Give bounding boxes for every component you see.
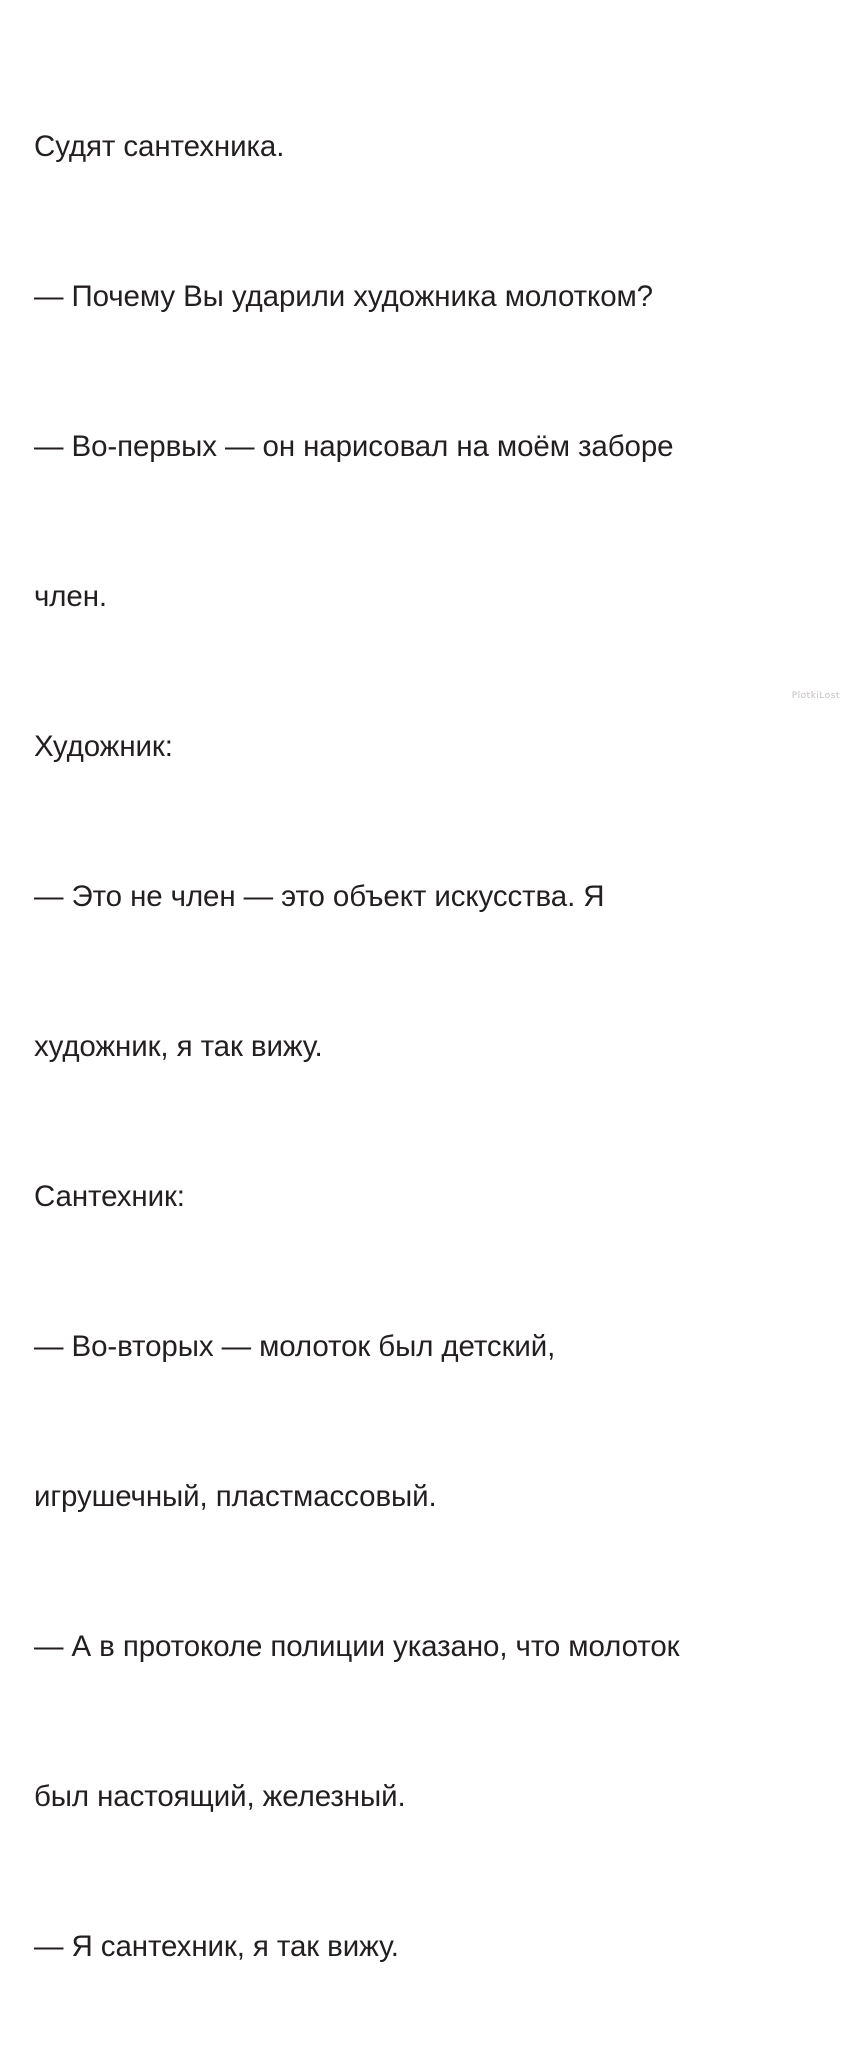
text-line: игрушечный, пластмассовый.: [34, 1480, 437, 1513]
text-line: — Почему Вы ударили художника молотком?: [34, 280, 653, 313]
text-line: — Во-вторых — молоток был детский,: [34, 1330, 556, 1363]
text-line: — Это не член — это объект искусства. Я: [34, 880, 605, 913]
joke-text: [34, 22, 816, 2072]
text-line: Сантехник:: [34, 1180, 185, 1213]
text-line: — Я сантехник, я так вижу.: [34, 1930, 399, 1963]
text-line: — А в протоколе полиции указано, что молоток: [34, 1630, 680, 1663]
text-line: — Во-первых — он нарисовал на моём заборе: [34, 430, 674, 463]
text-line: Судят сантехника.: [34, 130, 285, 163]
text-line: был настоящий, железный.: [34, 1780, 406, 1813]
text-line: Художник:: [34, 730, 173, 763]
text-line: художник, я так вижу.: [34, 1030, 323, 1063]
text-line: член.: [34, 580, 107, 613]
watermark-label: PlotkiLost: [791, 691, 840, 701]
